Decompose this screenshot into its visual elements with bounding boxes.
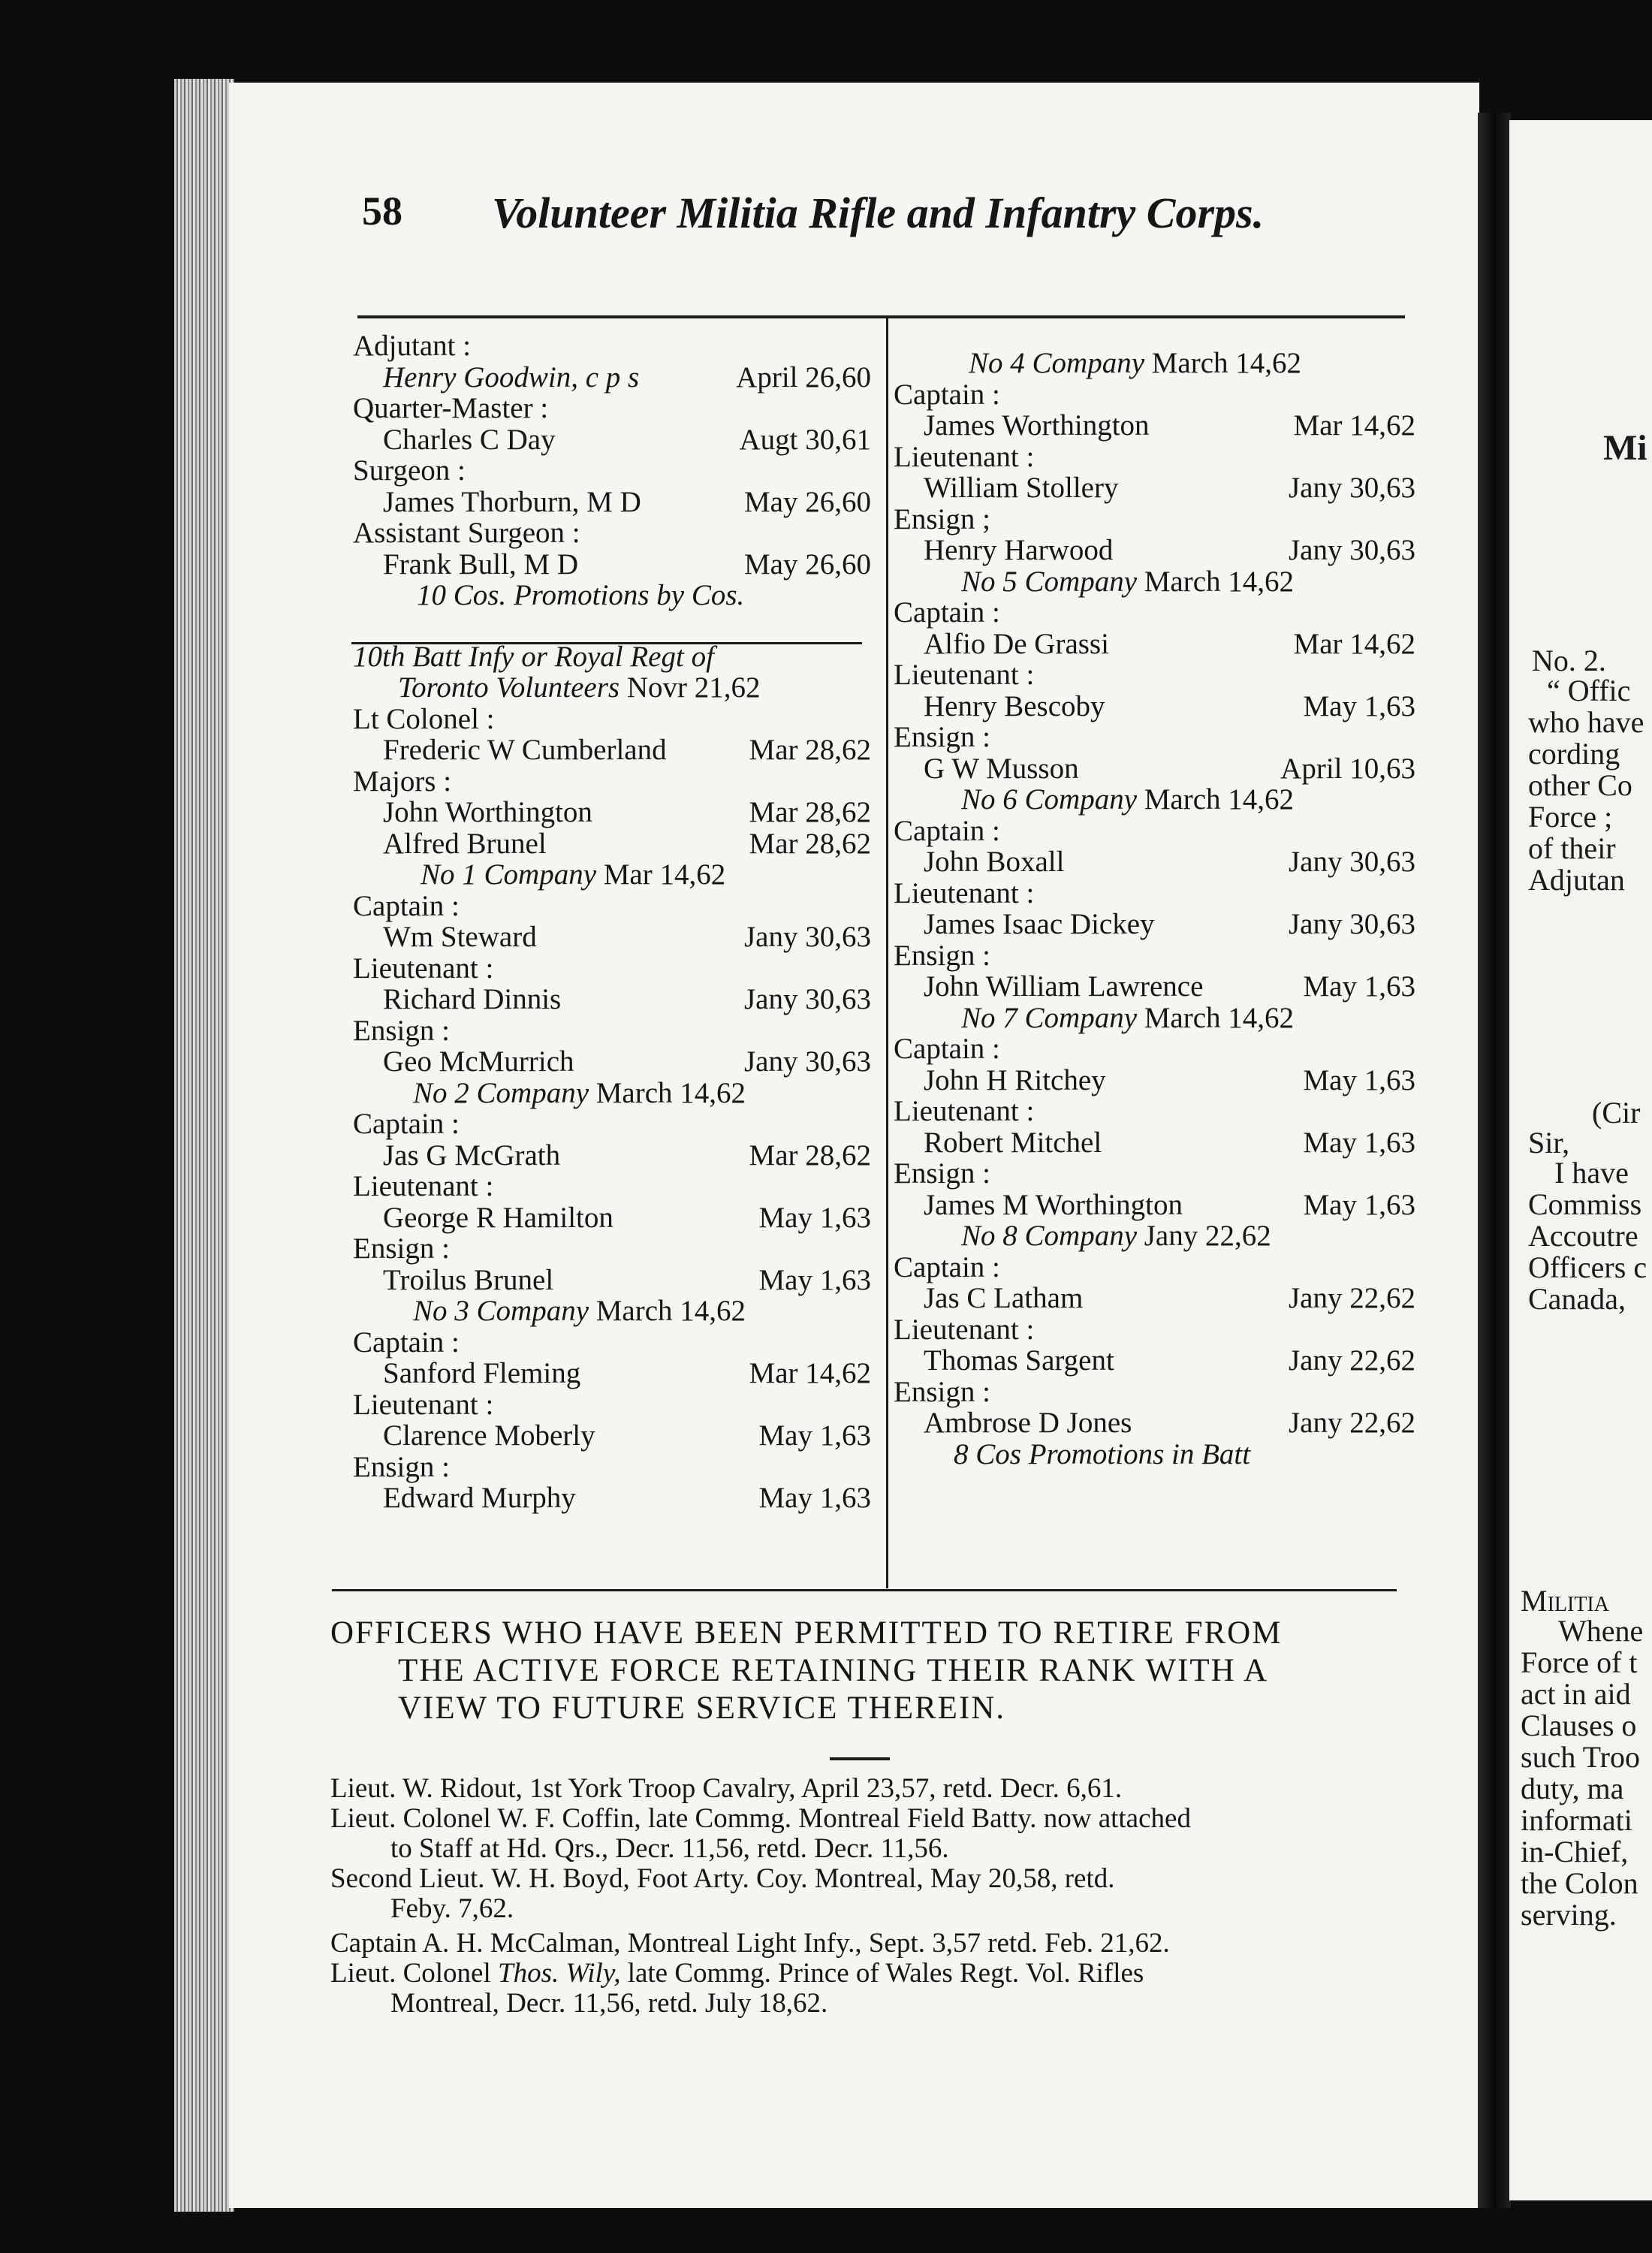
entry-major (353, 828, 871, 860)
company-date: March 14,62 (1144, 783, 1295, 816)
facing-page-line: Officers c (1528, 1250, 1647, 1284)
short-rule (830, 1757, 890, 1760)
entry-ensign (894, 753, 1415, 785)
retired-entry: Lieut. W. Ridout, 1st York Troop Cavalry, April 23,57, retd. Decr. 6,61. (330, 1773, 1123, 1804)
company-heading (894, 1220, 1415, 1252)
company-date: March 14,62 (1144, 1001, 1295, 1034)
captain-label: Captain : (894, 378, 1000, 411)
facing-page-line: informati (1521, 1803, 1632, 1837)
majors-label: Majors : (353, 765, 452, 798)
commission-date: Mar 28,62 (749, 1139, 871, 1172)
entry-surgeon (353, 487, 871, 518)
officer-name: Clarence Moberly (383, 1419, 595, 1452)
assistant-surgeon-label: Assistant Surgeon : (353, 517, 580, 549)
entry-lieutenant (894, 691, 1415, 722)
lieutenant-label: Lieutenant : (894, 659, 1035, 691)
company-date: March 14,62 (1144, 565, 1295, 598)
facing-page-line: Force of t (1521, 1645, 1638, 1679)
officer-name: John H Ritchey (924, 1063, 1106, 1096)
officer-name: G W Musson (924, 752, 1079, 785)
commission-date: Jany 22,62 (1289, 1407, 1415, 1439)
officer-name: James Worthington (924, 409, 1150, 442)
commission-date: Mar 14,62 (1293, 409, 1415, 442)
retired-entry: to Staff at Hd. Qrs., Decr. 11,56, retd. Decr. 11,56. (390, 1833, 949, 1864)
company-name: No 4 Company (969, 347, 1144, 379)
entry-major (353, 797, 871, 828)
entry-ensign (353, 1265, 871, 1296)
facing-page-line: duty, ma (1521, 1772, 1624, 1805)
facing-page-line: serving. (1521, 1898, 1617, 1932)
commission-date: May 1,63 (1303, 1126, 1415, 1159)
retired-heading-line: THE ACTIVE FORCE RETAINING THEIR RANK WITH A (398, 1653, 1269, 1688)
lieutenant-label: Lieutenant : (353, 952, 494, 985)
commission-date: May 1,63 (1303, 970, 1415, 1003)
officer-name: Richard Dinnis (383, 983, 562, 1015)
facing-page-line: Force ; (1528, 800, 1613, 834)
entry-captain (353, 921, 871, 953)
commission-date: Jany 22,62 (1289, 1344, 1415, 1377)
facing-page-line: I have (1554, 1156, 1629, 1190)
officer-name: Henry Goodwin, c p s (383, 360, 640, 394)
officer-name: Henry Bescoby (924, 689, 1105, 722)
officer-name: James M Worthington (924, 1188, 1183, 1221)
officer-name: Frederic W Cumberland (383, 734, 667, 766)
entry-lieutenant (894, 909, 1415, 940)
lieutenant-label: Lieutenant : (894, 876, 1035, 909)
page-number: 58 (362, 189, 402, 234)
captain-label: Captain : (353, 1108, 460, 1140)
officer-name: Jas G McGrath (383, 1139, 561, 1172)
entry-lieutenant (894, 472, 1415, 504)
company-name: No 7 Company (961, 1001, 1137, 1034)
lieutenant-label: Lieutenant : (353, 1170, 494, 1202)
officer-name: John William Lawrence (924, 970, 1204, 1003)
bottom-rule (332, 1589, 1397, 1591)
commission-date: May 1,63 (1303, 1063, 1415, 1096)
book-page-edges (174, 79, 234, 2212)
officer-name: Charles C Day (383, 423, 556, 456)
facing-page-line: Adjutan (1528, 863, 1625, 897)
ensign-label: Ensign : (894, 721, 990, 753)
entry-assistant-surgeon (353, 549, 871, 581)
retired-entry: Captain A. H. McCalman, Montreal Light Infy., Sept. 3,57 retd. Feb. 21,62. (330, 1928, 1170, 1959)
captain-label: Captain : (894, 1033, 1000, 1065)
officer-name: Sanford Fleming (383, 1357, 581, 1389)
retired-entry-rank: Lieut. Colonel (330, 1958, 491, 1989)
facing-page-line: act in aid (1521, 1677, 1631, 1711)
officer-name: Troilus Brunel (383, 1263, 554, 1296)
battalion-name: Toronto Volunteers (398, 671, 620, 704)
lt-colonel-label: Lt Colonel : (353, 702, 495, 735)
officer-name: Henry Harwood (924, 534, 1114, 566)
commission-date: Mar 14,62 (1293, 627, 1415, 660)
company-heading (894, 784, 1415, 816)
facing-page-line: other Co (1528, 768, 1632, 802)
surgeon-label: Surgeon : (353, 454, 466, 487)
officer-name: John Worthington (383, 796, 592, 828)
company-date: Mar 14,62 (603, 858, 726, 891)
entry-ensign (353, 1482, 871, 1514)
entry-ensign (353, 1046, 871, 1078)
commission-date: Jany 30,63 (1289, 472, 1415, 504)
officer-name: George R Hamilton (383, 1201, 613, 1234)
facing-page-line: Militia (1521, 1584, 1609, 1618)
facing-page-line: in-Chief, (1521, 1835, 1629, 1868)
entry-ensign (894, 1407, 1415, 1439)
spacer (353, 611, 871, 641)
commission-date: May 1,63 (758, 1419, 871, 1452)
facing-page-line: Canada, (1528, 1282, 1626, 1316)
company-heading (894, 1003, 1415, 1034)
facing-page-line: Mi (1603, 428, 1647, 468)
commission-date: May 1,63 (1303, 1188, 1415, 1221)
captain-label: Captain : (894, 814, 1000, 847)
entry-ensign (894, 1190, 1415, 1221)
quartermaster-label: Quarter-Master : (353, 392, 549, 424)
retired-entry-detail: late Commg. Prince of Wales Regt. Vol. Rifles (627, 1958, 1144, 1989)
ensign-label: Ensign ; (894, 502, 990, 535)
promotions-note: 8 Cos Promotions in Batt (954, 1437, 1251, 1470)
header-rule (357, 315, 1405, 318)
entry-lieutenant (894, 1127, 1415, 1159)
lieutenant-label: Lieutenant : (353, 1388, 494, 1421)
entry-ensign (894, 971, 1415, 1003)
facing-page-line: No. 2. (1532, 644, 1606, 677)
company-heading (894, 348, 1415, 379)
commission-date: Mar 28,62 (749, 827, 871, 860)
commission-date: Jany 30,63 (744, 921, 871, 953)
right-column (894, 348, 1415, 1470)
captain-label: Captain : (894, 1250, 1000, 1283)
company-date: March 14,62 (1151, 347, 1302, 379)
entry-captain (353, 1358, 871, 1389)
company-name: No 8 Company (961, 1220, 1137, 1252)
company-heading (353, 1078, 871, 1109)
lieutenant-label: Lieutenant : (894, 440, 1035, 473)
commission-date: Jany 30,63 (1289, 908, 1415, 940)
commission-date: Jany 30,63 (1289, 534, 1415, 566)
retired-entry: Montreal, Decr. 11,56, retd. July 18,62. (390, 1988, 828, 2019)
commission-date: Augt 30,61 (739, 423, 871, 456)
facing-page-line: the Colon (1521, 1866, 1638, 1900)
commission-date: May 1,63 (1303, 689, 1415, 722)
captain-label: Captain : (353, 1326, 460, 1359)
officer-name: Geo McMurrich (383, 1045, 574, 1078)
column-divider (886, 315, 888, 1588)
officer-name: James Thorburn, M D (383, 485, 641, 518)
company-name: No 3 Company (413, 1295, 589, 1327)
commission-date: April 26,60 (736, 360, 871, 394)
battalion-date: Novr 21,62 (626, 671, 761, 704)
entry-lieutenant (353, 984, 871, 1015)
book-gutter (1478, 113, 1511, 2208)
entry-captain (894, 629, 1415, 660)
retired-entry (330, 1959, 1144, 1989)
ensign-label: Ensign : (894, 1375, 990, 1408)
officer-name: William Stollery (924, 472, 1119, 504)
running-title: Volunteer Militia Rifle and Infantry Corps. (492, 189, 1265, 237)
entry-quartermaster (353, 424, 871, 456)
adjutant-label: Adjutant : (353, 330, 472, 362)
facing-page-line: cording (1528, 737, 1620, 771)
retired-heading-line: OFFICERS WHO HAVE BEEN PERMITTED TO RETIRE FROM (330, 1615, 1283, 1651)
commission-date: Jany 30,63 (744, 1045, 871, 1078)
promotions-note: 10 Cos. Promotions by Cos. (417, 579, 745, 611)
entry-captain (894, 410, 1415, 442)
entry-captain (894, 1065, 1415, 1096)
commission-date: May 26,60 (744, 485, 871, 518)
ensign-label: Ensign : (353, 1014, 450, 1047)
lieutenant-label: Lieutenant : (894, 1313, 1035, 1346)
left-column (353, 330, 871, 1514)
retired-heading (330, 1615, 1397, 1727)
officer-name: Alfred Brunel (383, 827, 547, 860)
entry-lieutenant (353, 1202, 871, 1234)
entry-captain (353, 1140, 871, 1172)
company-date: Jany 22,62 (1144, 1220, 1271, 1252)
captain-label: Captain : (353, 889, 460, 922)
commission-date: May 26,60 (744, 547, 871, 581)
facing-page-line: Clauses o (1521, 1709, 1637, 1742)
company-heading (353, 1295, 871, 1327)
officer-name: Robert Mitchel (924, 1126, 1102, 1159)
company-name: No 1 Company (421, 858, 596, 891)
entry-captain (894, 846, 1415, 878)
officer-name: Alfio De Grassi (924, 627, 1109, 660)
commission-date: Mar 14,62 (749, 1357, 871, 1389)
entry-lieutenant (894, 1345, 1415, 1377)
entry-lieutenant (353, 1420, 871, 1452)
commission-date: May 1,63 (758, 1482, 871, 1514)
facing-page-line: Commiss (1528, 1187, 1642, 1221)
company-date: March 14,62 (595, 1076, 746, 1109)
facing-page-line: “ Offic (1547, 674, 1631, 707)
entry-ensign (894, 535, 1415, 566)
ensign-label: Ensign : (353, 1450, 450, 1483)
officer-name: Wm Steward (383, 921, 537, 953)
company-heading (353, 859, 871, 891)
battalion-title-1: 10th Batt Infy or Royal Regt of (353, 640, 714, 673)
facing-page-line: who have (1528, 705, 1644, 739)
facing-page-line: of their (1528, 831, 1616, 865)
retired-entry: Lieut. Colonel W. F. Coffin, late Commg. Montreal Field Batty. now attached (330, 1803, 1191, 1834)
ensign-label: Ensign : (353, 1232, 450, 1265)
company-name: No 5 Company (961, 565, 1137, 598)
officer-name: James Isaac Dickey (924, 908, 1155, 940)
officer-name: Ambrose D Jones (924, 1407, 1132, 1439)
officer-name: Jas C Latham (924, 1282, 1084, 1314)
captain-label: Captain : (894, 596, 1000, 629)
ensign-label: Ensign : (894, 939, 990, 972)
facing-page-line: such Troo (1521, 1740, 1640, 1774)
officer-name: Frank Bull, M D (383, 547, 579, 581)
entry-lt-colonel (353, 734, 871, 766)
ensign-label: Ensign : (894, 1157, 990, 1190)
battalion-title-2 (353, 672, 871, 704)
commission-date: April 10,63 (1280, 752, 1415, 785)
facing-page-line: Sir, (1528, 1126, 1570, 1160)
commission-date: Jany 30,63 (1289, 846, 1415, 878)
entry-adjutant (353, 362, 871, 394)
lieutenant-label: Lieutenant : (894, 1095, 1035, 1127)
officer-name: John Boxall (924, 846, 1065, 878)
facing-page-line: Accoutre (1528, 1219, 1638, 1253)
commission-date: May 1,63 (758, 1201, 871, 1234)
retired-entry: Feby. 7,62. (390, 1893, 514, 1924)
commission-date: Mar 28,62 (749, 796, 871, 828)
retired-heading-line: VIEW TO FUTURE SERVICE THEREIN. (398, 1691, 1006, 1726)
facing-page-line: Whene (1558, 1614, 1644, 1648)
retired-entry: Second Lieut. W. H. Boyd, Foot Arty. Coy. Montreal, May 20,58, retd. (330, 1863, 1115, 1894)
commission-date: Mar 28,62 (749, 734, 871, 766)
officer-name: Edward Murphy (383, 1482, 576, 1514)
company-name: No 2 Company (413, 1076, 589, 1109)
company-heading (894, 566, 1415, 598)
commission-date: Jany 22,62 (1289, 1282, 1415, 1314)
commission-date: May 1,63 (758, 1263, 871, 1296)
entry-captain (894, 1283, 1415, 1314)
commission-date: Jany 30,63 (744, 983, 871, 1015)
retired-entry-name: Thos. Wily, (498, 1958, 621, 1989)
company-date: March 14,62 (595, 1295, 746, 1327)
facing-page-line: (Cir (1592, 1096, 1641, 1130)
officer-name: Thomas Sargent (924, 1344, 1114, 1377)
company-name: No 6 Company (961, 783, 1137, 816)
